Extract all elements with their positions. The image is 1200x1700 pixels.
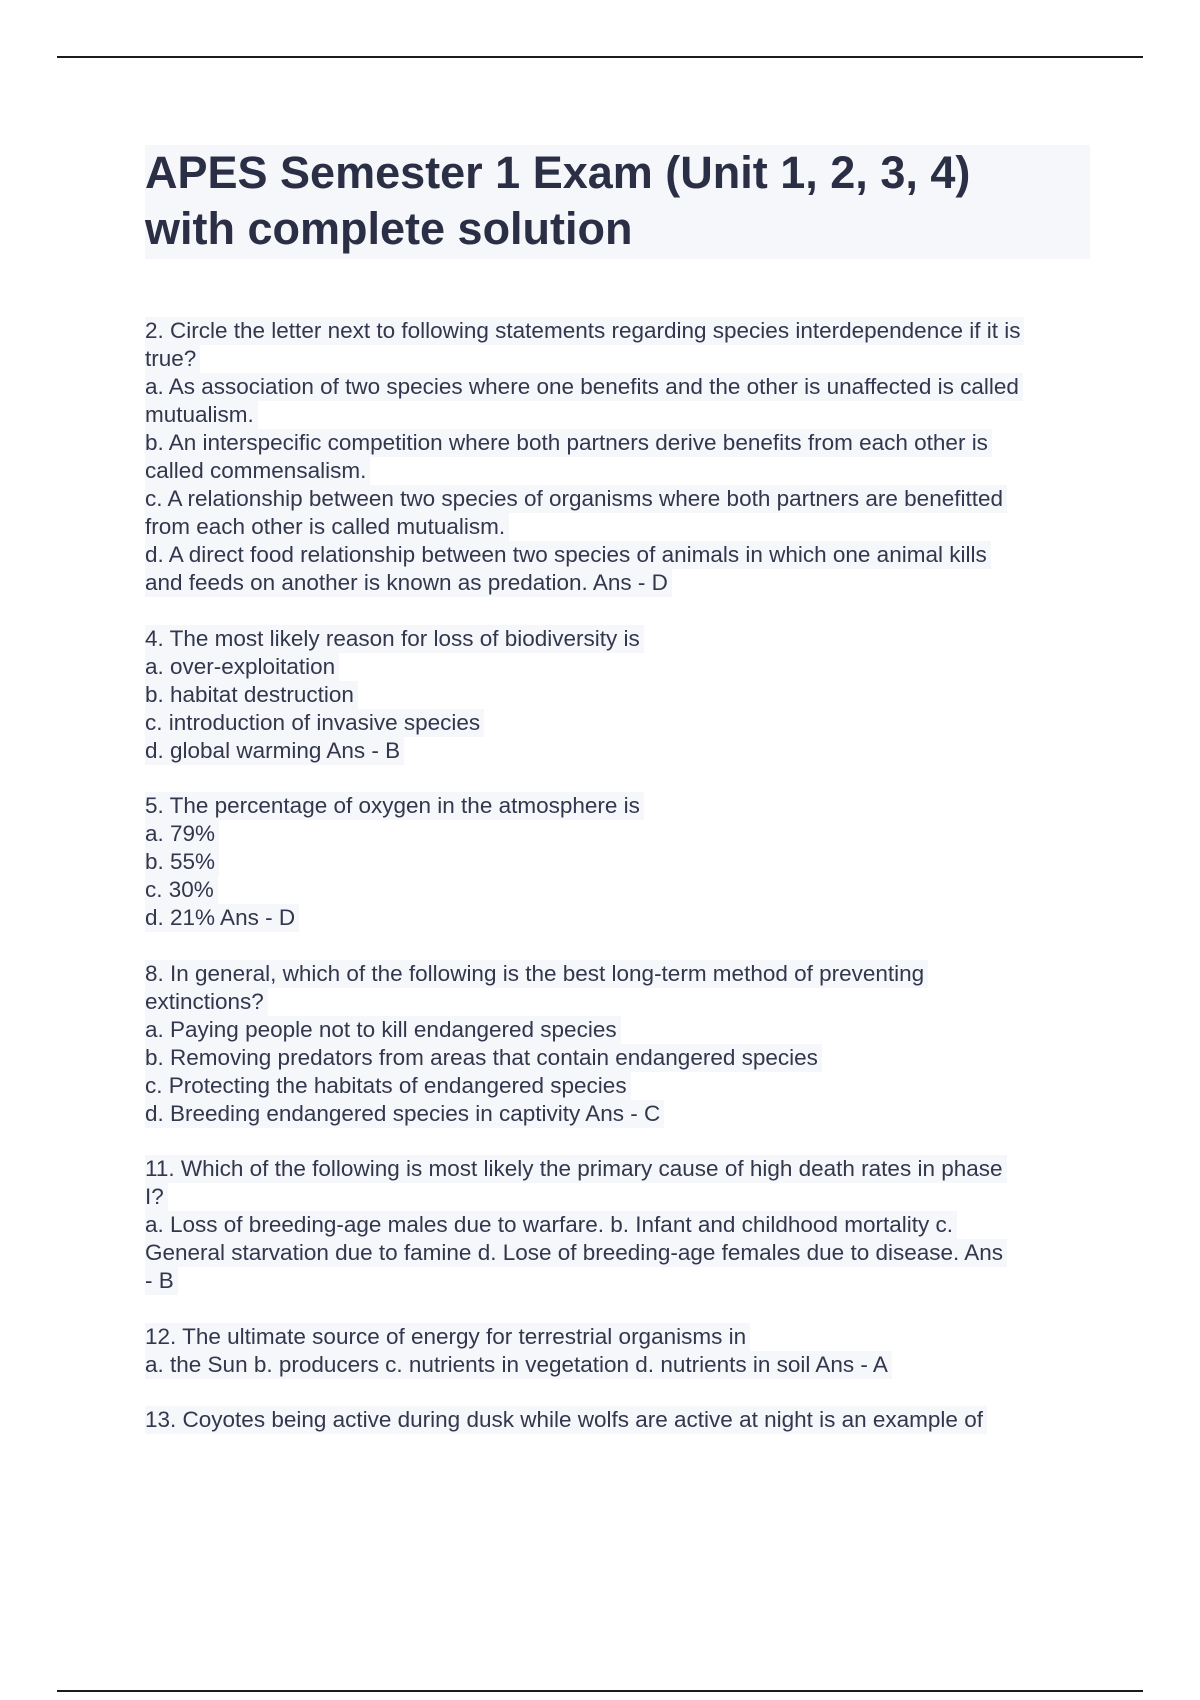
question-line: 8. In general, which of the following is the best long-term method of preventing [145,960,928,988]
question-line: true? [145,345,200,373]
option-line: b. 55% [145,848,219,876]
document-title [145,145,1090,259]
answer-line: and feeds on another is known as predation. Ans - D [145,569,672,597]
option-line: mutualism. [145,401,258,429]
question-line: 11. Which of the following is most likely the primary cause of high death rates in phase [145,1155,1007,1183]
option-line: a. Loss of breeding-age males due to warfare. b. Infant and childhood mortality c. [145,1211,957,1239]
question-list [145,317,1090,1434]
option-line: c. Protecting the habitats of endangered species [145,1072,631,1100]
question-2 [145,317,1090,597]
question-13 [145,1406,1090,1434]
question-line: 2. Circle the letter next to following statements regarding species interdependence if it is [145,317,1024,345]
option-line: a. Paying people not to kill endangered species [145,1016,621,1044]
title-line: APES Semester 1 Exam (Unit 1, 2, 3, 4) [145,147,971,198]
option-line: c. A relationship between two species of organisms where both partners are benefitted [145,485,1007,513]
question-5 [145,792,1090,932]
answer-line: - B [145,1267,178,1295]
document-body [145,145,1090,1462]
option-line: a. 79% [145,820,219,848]
option-line: General starvation due to famine d. Lose of breeding-age females due to disease. Ans [145,1239,1007,1267]
answer-line: d. 21% Ans - D [145,904,299,932]
option-line: b. Removing predators from areas that contain endangered species [145,1044,822,1072]
option-line: c. introduction of invasive species [145,709,484,737]
question-line: I? [145,1183,168,1211]
question-8 [145,960,1090,1128]
option-line: b. habitat destruction [145,681,358,709]
header-rule [57,56,1143,58]
option-line: from each other is called mutualism. [145,513,509,541]
question-line: 13. Coyotes being active during dusk while wolfs are active at night is an example of [145,1406,987,1434]
option-line: a. As association of two species where one benefits and the other is unaffected is called [145,373,1023,401]
question-line: 5. The percentage of oxygen in the atmosphere is [145,792,644,820]
option-line: b. An interspecific competition where both partners derive benefits from each other is [145,429,992,457]
question-line: extinctions? [145,988,268,1016]
answer-line: a. the Sun b. producers c. nutrients in vegetation d. nutrients in soil Ans - A [145,1351,892,1379]
option-line: d. A direct food relationship between two species of animals in which one animal kills [145,541,991,569]
question-12 [145,1323,1090,1379]
answer-line: d. global warming Ans - B [145,737,404,765]
question-11 [145,1155,1090,1295]
title-line: with complete solution [145,203,633,254]
question-line: 12. The ultimate source of energy for terrestrial organisms in [145,1323,750,1351]
answer-line: d. Breeding endangered species in captivity Ans - C [145,1100,664,1128]
option-line: called commensalism. [145,457,370,485]
question-4 [145,625,1090,765]
footer-rule [57,1690,1143,1692]
question-line: 4. The most likely reason for loss of biodiversity is [145,625,644,653]
option-line: c. 30% [145,876,218,904]
option-line: a. over-exploitation [145,653,339,681]
